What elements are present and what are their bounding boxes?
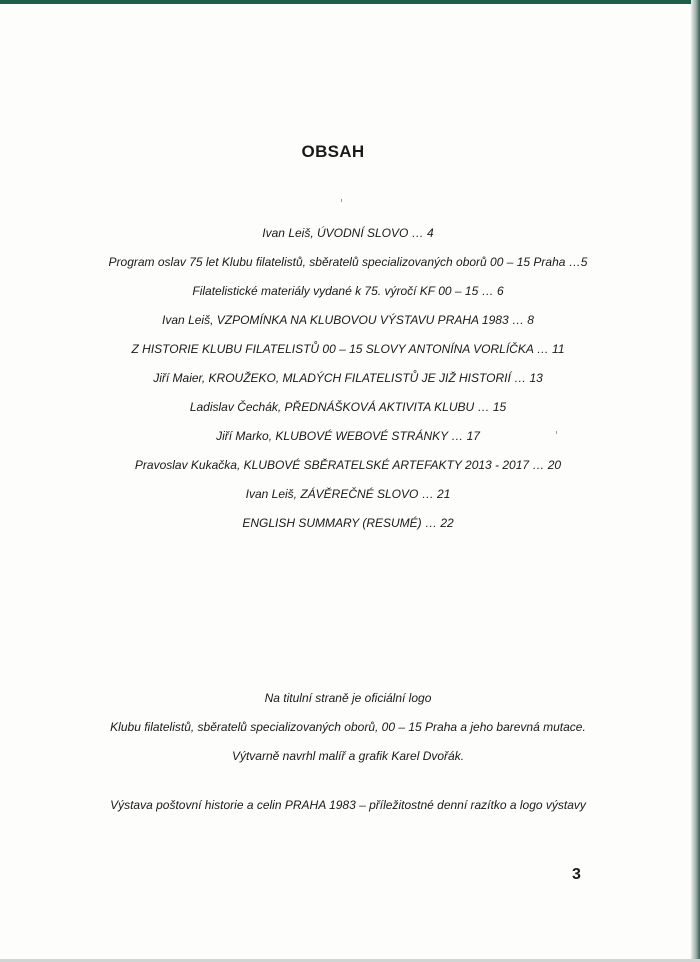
toc-entry: Program oslav 75 let Klubu filatelistů, sběratelů specializovaných oborů 00 – 15 Praha …5 — [108, 255, 588, 269]
toc-entry: ENGLISH SUMMARY (RESUMÉ) … 22 — [242, 516, 454, 530]
scan-speck — [341, 199, 342, 202]
table-of-contents — [0, 224, 696, 543]
toc-entry: Ivan Leiš, VZPOMÍNKA NA KLUBOVOU VÝSTAVU PRAHA 1983 … 8 — [162, 313, 534, 327]
toc-entry: Jiří Marko, KLUBOVÉ WEBOVÉ STRÁNKY … 17 — [216, 429, 480, 443]
cover-note-line: Výtvarně navrhl malíř a grafik Karel Dvořák. — [231, 749, 465, 763]
cover-notes — [0, 689, 696, 825]
toc-entry: Ivan Leiš, ZÁVĚREČNÉ SLOVO … 21 — [245, 487, 451, 501]
toc-entry: Filatelistické materiály vydané k 75. výročí KF 00 – 15 … 6 — [192, 284, 504, 298]
scan-edge-top — [0, 0, 700, 4]
page-title: OBSAH — [301, 142, 365, 162]
cover-note-line: Klubu filatelistů, sběratelů specializovaných oborů, 00 – 15 Praha a jeho barevná mutace. — [110, 720, 586, 734]
toc-entry: Ladislav Čechák, PŘEDNÁŠKOVÁ AKTIVITA KLUBU … 15 — [189, 400, 507, 414]
cover-note-line: Na titulní straně je oficiální logo — [264, 691, 432, 705]
exhibition-note: Výstava poštovní historie a celin PRAHA 1983 – příležitostné denní razítko a logo výstavy — [110, 798, 586, 812]
toc-entry: Ivan Leiš, ÚVODNÍ SLOVO … 4 — [262, 226, 434, 240]
page-number: 3 — [572, 866, 581, 883]
toc-entry: Pravoslav Kukačka, KLUBOVÉ SBĚRATELSKÉ ARTEFAKTY 2013 - 2017 … 20 — [134, 458, 562, 472]
toc-entry: Z HISTORIE KLUBU FILATELISTŮ 00 – 15 SLOVY ANTONÍNA VORLÍČKA … 11 — [131, 342, 565, 356]
toc-entry: Jiří Maier, KROUŽEKO, MLADÝCH FILATELISTŮ JE JIŽ HISTORIÍ … 13 — [153, 371, 543, 385]
